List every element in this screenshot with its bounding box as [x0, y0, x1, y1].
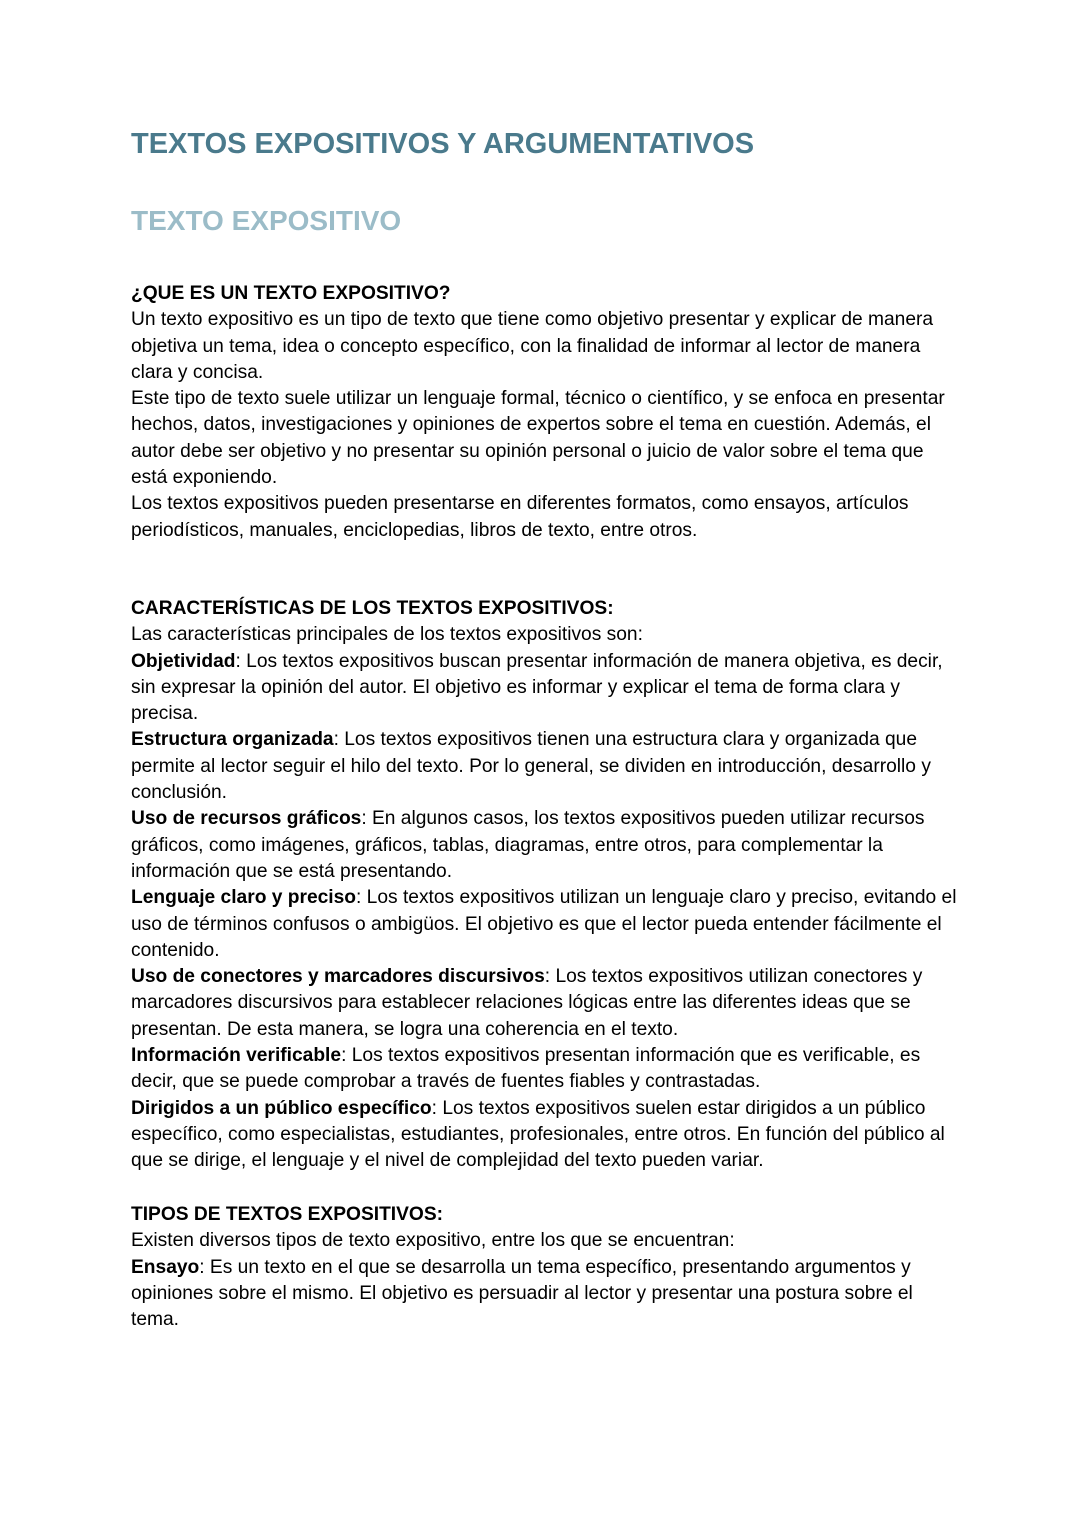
item-text: : En algunos casos, los textos expositivos pueden utilizar recursos gráficos, como imágenes, gráficos, tablas, diagramas, entre otros, para complementar la información que se está presentando. — [131, 808, 925, 882]
section-heading: CARACTERÍSTICAS DE LOS TEXTOS EXPOSITIVOS: — [131, 598, 614, 619]
item-term: Información verificable — [131, 1045, 342, 1067]
characteristic-item — [131, 649, 961, 728]
item-term: Estructura organizada — [131, 729, 334, 751]
item-term: Dirigidos a un público específico — [131, 1097, 432, 1119]
type-item — [131, 1255, 961, 1334]
section-heading: TIPOS DE TEXTOS EXPOSITIVOS: — [131, 1204, 444, 1225]
item-term: Lenguaje claro y preciso — [131, 887, 357, 909]
section-what-is — [131, 281, 961, 544]
item-term: Objetividad — [131, 650, 236, 672]
characteristic-item — [131, 1043, 961, 1096]
paragraph: Los textos expositivos pueden presentarse en diferentes formatos, como ensayos, artículos periodísticos, manuales, enciclopedias, libros de texto, entre otros. — [131, 493, 909, 541]
section-intro: Existen diversos tipos de texto expositivo, entre los que se encuentran: — [131, 1230, 735, 1252]
characteristic-item — [131, 1096, 961, 1175]
item-text: : Los textos expositivos suelen estar dirigidos a un público específico, como especialistas, estudiantes, profesionales, entre otros. En función del público al que se dirige, el lenguaje y el nivel de complejidad del texto pueden variar. — [131, 1097, 945, 1172]
item-text: : Los textos expositivos utilizan un lenguaje claro y preciso, evitando el uso de términos confusos o ambigüos. El objetivo es que el lector pueda entender fácilmente el contenido. — [131, 887, 957, 961]
item-text: : Los textos expositivos tienen una estructura clara y organizada que permite al lector seguir el hilo del texto. Por lo general, se dividen en introducción, desarrollo y conclusión. — [131, 729, 931, 804]
section-intro: Las características principales de los textos expositivos son: — [131, 624, 643, 646]
item-text: : Los textos expositivos buscan presentar información de manera objetiva, es decir, sin expresar la opinión del autor. El objetivo es informar y explicar el tema de forma clara y precisa. — [131, 650, 943, 725]
paragraph: Este tipo de texto suele utilizar un lenguaje formal, técnico o científico, y se enfoca en presentar hechos, datos, investigaciones y opiniones de expertos sobre el tema en cuestión. Además, el autor debe ser objetivo y no presentar su opinión personal o juicio de valor sobre el tema que está exponiendo. — [131, 388, 945, 489]
section-types — [131, 1202, 961, 1333]
section-heading: ¿QUE ES UN TEXTO EXPOSITIVO? — [131, 283, 451, 304]
item-text: : Los textos expositivos presentan información que es verificable, es decir, que se puede comprobar a través de fuentes fiables y contrastadas. — [131, 1045, 921, 1093]
item-text: : Es un texto en el que se desarrolla un tema específico, presentando argumentos y opiniones sobre el mismo. El objetivo es persuadir al lector y presentar una postura sobre el tema. — [131, 1256, 913, 1331]
section-characteristics — [131, 596, 961, 1175]
item-text: : Los textos expositivos utilizan conectores y marcadores discursivos para establecer relaciones lógicas entre las diferentes ideas que se presentan. De esta manera, se logra una coherencia en el texto. — [131, 966, 923, 1040]
characteristic-item — [131, 964, 961, 1043]
item-term: Uso de recursos gráficos — [131, 808, 362, 830]
characteristic-item — [131, 885, 961, 964]
characteristic-item — [131, 806, 961, 885]
paragraph: Un texto expositivo es un tipo de texto que tiene como objetivo presentar y explicar de manera objetiva un tema, idea o concepto específico, con la finalidad de informar al lector de manera clara y concisa. — [131, 309, 934, 383]
document-title: TEXTOS EXPOSITIVOS Y ARGUMENTATIVOS — [131, 128, 755, 160]
item-term: Uso de conectores y marcadores discursivos — [131, 966, 545, 988]
item-term: Ensayo — [131, 1256, 200, 1278]
characteristic-item — [131, 727, 961, 806]
document-subtitle: TEXTO EXPOSITIVO — [131, 205, 402, 236]
